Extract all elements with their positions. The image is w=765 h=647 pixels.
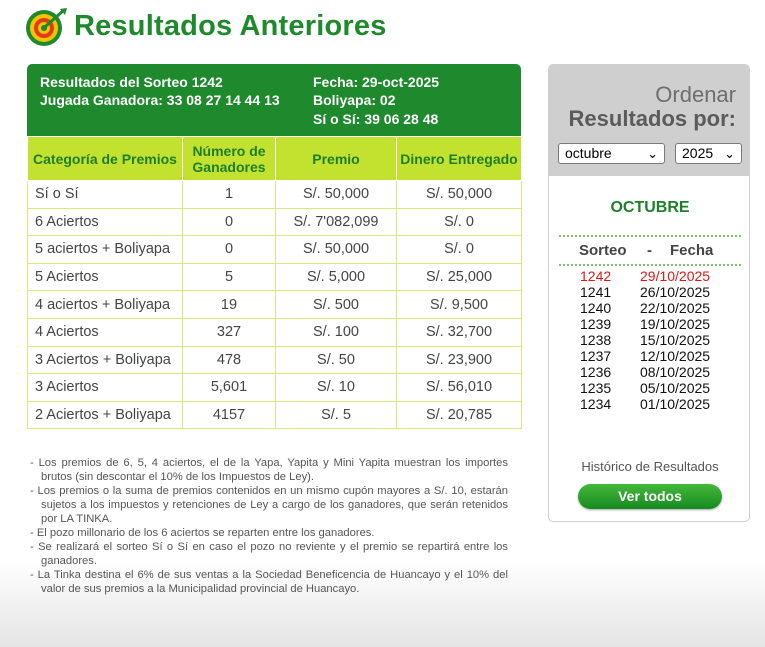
row-winners: 19 [183, 291, 276, 319]
row-prize: S/. 5,000 [276, 263, 397, 291]
row-prize: S/. 100 [276, 318, 397, 346]
row-prize: S/. 50,000 [276, 181, 397, 209]
draw-number-cell: 1235 [580, 380, 612, 396]
prize-table [27, 136, 522, 429]
draw-date-cell: 26/10/2025 [640, 284, 711, 300]
draw-summary [27, 64, 521, 136]
draw-date-cell: 19/10/2025 [640, 316, 711, 332]
table-row [28, 346, 522, 374]
row-money-paid: S/. 56,010 [397, 374, 522, 402]
draw-date-cell: 08/10/2025 [640, 364, 711, 380]
row-winners: 478 [183, 346, 276, 374]
row-prize: S/. 5 [276, 401, 397, 429]
chevron-down-icon: ⌄ [647, 146, 658, 161]
row-winners: 0 [183, 236, 276, 264]
sort-results-panel [548, 64, 750, 522]
tinka-target-logo-icon [24, 6, 68, 48]
table-row [28, 318, 522, 346]
header-money-paid: Dinero Entregado [397, 137, 522, 181]
note-item: - Los premios o la suma de premios contenidos en un mismo cupón mayores a S/. 10, estarán sujetos a los impuestos y retenciones de Ley a cargo de los ganadores, que serán retenidos por LA TINKA. [30, 485, 508, 525]
year-select-value: 2025 [682, 145, 714, 161]
header-winners: Número de Ganadores [183, 137, 276, 181]
draw-date-cell: 29/10/2025 [640, 268, 711, 284]
draw-link[interactable] [580, 332, 710, 348]
row-category: 3 Aciertos + Boliyapa [28, 346, 183, 374]
row-money-paid: S/. 32,700 [397, 318, 522, 346]
note-item: - La Tinka destina el 6% de sus ventas a la Sociedad Beneficencia de Huancayo y el 10% del valor de sus premios a la Municipalidad provincial de Huancayo. [30, 569, 508, 595]
row-money-paid: S/. 23,900 [397, 346, 522, 374]
row-category: Sí o Sí [28, 181, 183, 209]
table-row [28, 374, 522, 402]
draw-link[interactable] [580, 300, 710, 316]
draw-number-cell: 1237 [580, 348, 612, 364]
sort-header [549, 65, 749, 176]
table-row [28, 208, 522, 236]
boliyapa: Boliyapa: 02 [313, 92, 396, 108]
row-winners: 0 [183, 208, 276, 236]
draw-number-cell: 1242 [580, 268, 612, 284]
row-category: 3 Aciertos [28, 374, 183, 402]
sort-title-line2: Resultados por: [568, 106, 736, 131]
row-winners: 1 [183, 181, 276, 209]
draw-link[interactable] [580, 268, 710, 284]
view-all-button[interactable]: Ver todos [578, 484, 722, 509]
sort-title-line1: Ordenar [655, 82, 736, 107]
draw-link[interactable] [580, 380, 710, 396]
row-money-paid: S/. 20,785 [397, 401, 522, 429]
results-panel [27, 64, 521, 429]
header-prize: Premio [276, 137, 397, 181]
table-row [28, 291, 522, 319]
row-category: 2 Aciertos + Boliyapa [28, 401, 183, 429]
draw-number-cell: 1238 [580, 332, 612, 348]
si-o-si-numbers: Sí o Sí: 39 06 28 48 [313, 111, 439, 127]
row-money-paid: S/. 50,000 [397, 181, 522, 209]
draw-date-cell: 05/10/2025 [640, 380, 711, 396]
row-category: 5 Aciertos [28, 263, 183, 291]
draw-date-cell: 12/10/2025 [640, 348, 711, 364]
draw-link[interactable] [580, 396, 710, 412]
row-prize: S/. 10 [276, 374, 397, 402]
row-money-paid: S/. 9,500 [397, 291, 522, 319]
row-money-paid: S/. 25,000 [397, 263, 522, 291]
draw-list-header [559, 235, 741, 266]
row-winners: 4157 [183, 401, 276, 429]
history-label: Histórico de Resultados [581, 459, 719, 474]
row-winners: 327 [183, 318, 276, 346]
draw-date-cell: 22/10/2025 [640, 300, 711, 316]
note-item: - El pozo millonario de los 6 aciertos se reparten entre los ganadores. [30, 527, 375, 539]
header-category: Categoría de Premios [28, 137, 183, 181]
note-item: - Se realizará el sorteo Sí o Sí en caso el pozo no reviente y el premio se repartirá entre los ganadores. [30, 541, 508, 567]
chevron-down-icon: ⌄ [724, 146, 735, 161]
draw-list [580, 268, 710, 412]
draw-number-cell: 1241 [580, 284, 612, 300]
row-category: 6 Aciertos [28, 208, 183, 236]
month-select[interactable] [558, 143, 665, 164]
draw-number: Resultados del Sorteo 1242 [40, 74, 223, 90]
table-row [28, 401, 522, 429]
draw-number-cell: 1239 [580, 316, 612, 332]
row-winners: 5 [183, 263, 276, 291]
table-row [28, 181, 522, 209]
row-money-paid: S/. 0 [397, 236, 522, 264]
winning-play: Jugada Ganadora: 33 08 27 14 44 13 [40, 92, 280, 108]
row-prize: S/. 7'082,099 [276, 208, 397, 236]
row-prize: S/. 500 [276, 291, 397, 319]
row-money-paid: S/. 0 [397, 208, 522, 236]
month-select-value: octubre [565, 145, 612, 161]
draw-link[interactable] [580, 364, 710, 380]
draw-link[interactable] [580, 316, 710, 332]
row-category: 4 aciertos + Boliyapa [28, 291, 183, 319]
row-prize: S/. 50 [276, 346, 397, 374]
draw-number-cell: 1236 [580, 364, 612, 380]
draw-link[interactable] [580, 284, 710, 300]
draw-date: Fecha: 29-oct-2025 [313, 74, 440, 90]
draw-date-cell: 15/10/2025 [640, 332, 711, 348]
row-winners: 5,601 [183, 374, 276, 402]
prize-table-header [28, 137, 522, 181]
row-category: 4 Aciertos [28, 318, 183, 346]
table-row [28, 236, 522, 264]
terms-notes [30, 456, 508, 596]
draw-date-cell: 01/10/2025 [640, 396, 711, 412]
col-sorteo: Sorteo [579, 242, 627, 259]
month-heading: OCTUBRE [610, 199, 690, 216]
page-title: Resultados Anteriores [74, 10, 387, 42]
row-category: 5 aciertos + Boliyapa [28, 236, 183, 264]
table-row [28, 263, 522, 291]
col-dash: - [647, 242, 652, 259]
year-select[interactable] [675, 143, 742, 164]
row-prize: S/. 50,000 [276, 236, 397, 264]
col-fecha: Fecha [670, 242, 714, 259]
draw-number-cell: 1240 [580, 300, 612, 316]
draw-number-cell: 1234 [580, 396, 612, 412]
note-item: - Los premios de 6, 5, 4 aciertos, el de la Yapa, Yapita y Mini Yapita muestran los importes brutos (sin descontar el 10% de los Impuestos de Ley). [30, 457, 508, 483]
draw-link[interactable] [580, 348, 710, 364]
